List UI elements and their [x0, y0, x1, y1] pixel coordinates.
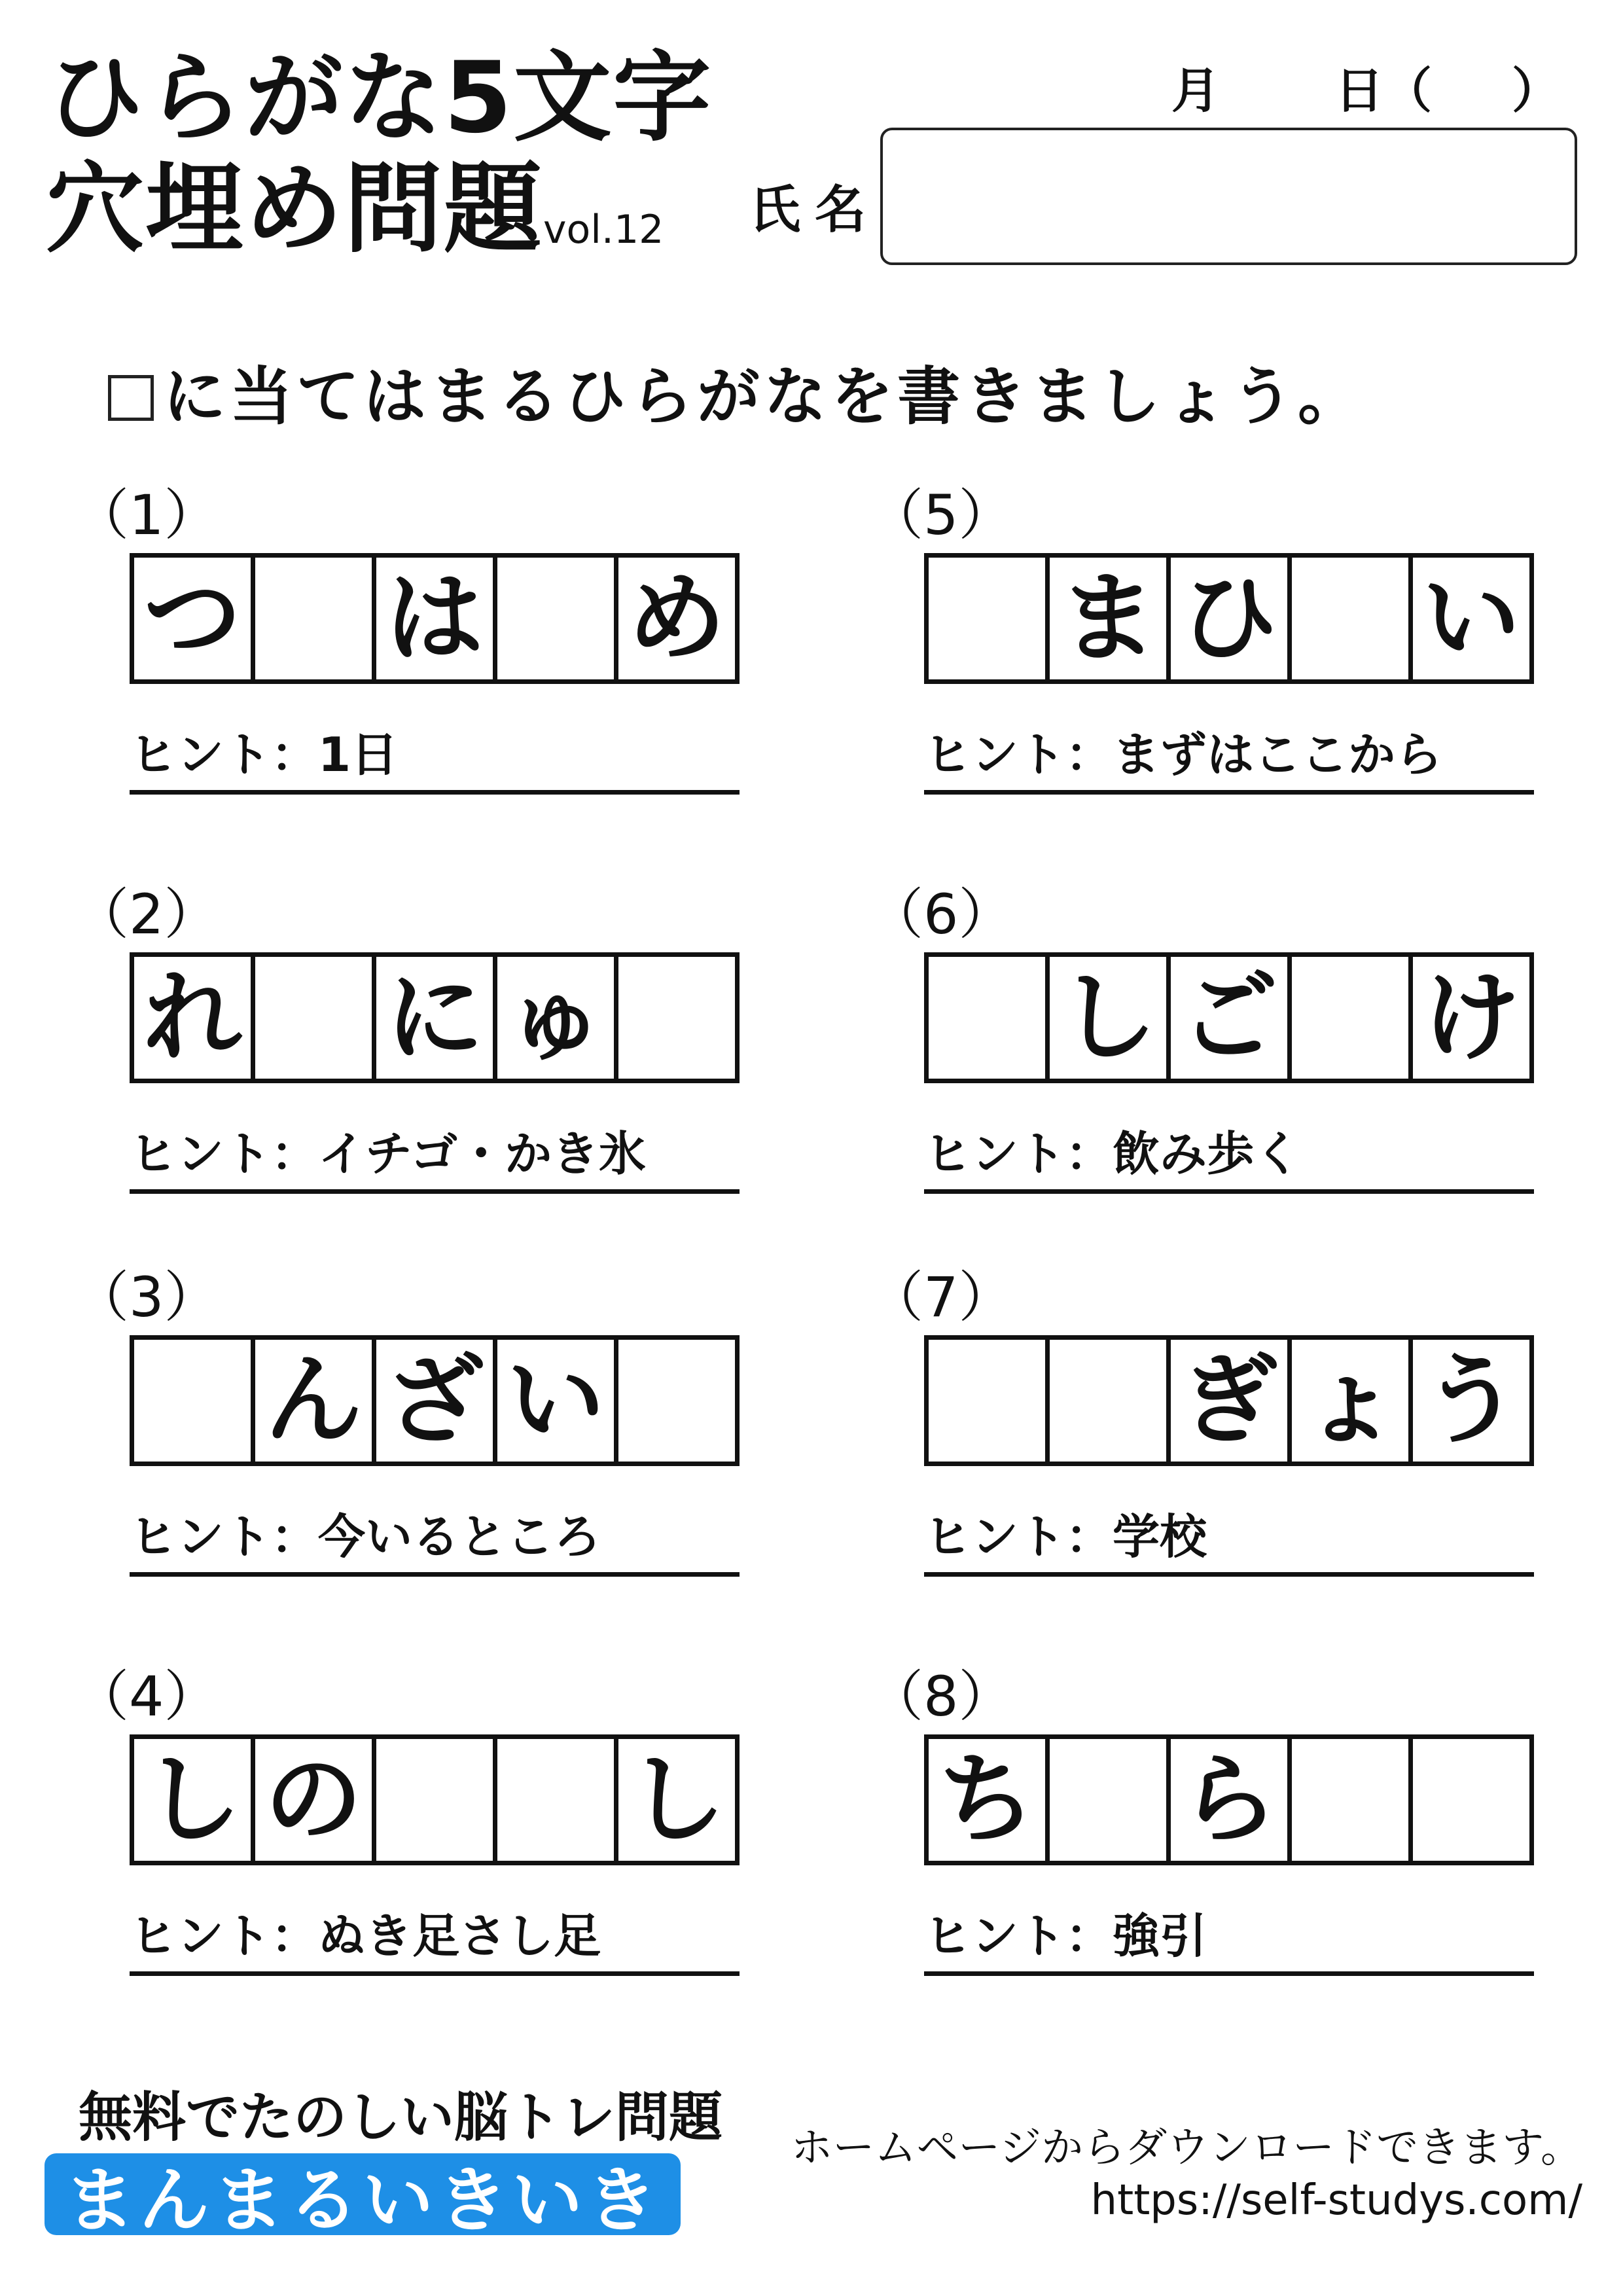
blank-answer-cell[interactable] [929, 1340, 1050, 1462]
answer-grid [130, 1335, 740, 1466]
given-letter-cell: ざ [376, 1340, 497, 1462]
given-letter-cell: れ [134, 957, 255, 1079]
given-letter-cell: ぎ [1171, 1340, 1292, 1462]
answer-grid [130, 553, 740, 684]
blank-answer-cell[interactable] [255, 957, 376, 1079]
download-note: ホームページからダウンロードできます。 [791, 2124, 1582, 2172]
given-letter-cell: う [1421, 1344, 1520, 1458]
hint-line: ヒント：ぬき足さし足 [130, 1898, 740, 1976]
answer-grid [130, 1734, 740, 1865]
page-title-text: 穴埋め問題 [46, 152, 544, 266]
date-month-label: 月 [1171, 63, 1220, 119]
answer-grid [924, 952, 1534, 1083]
answer-grid [924, 553, 1534, 684]
blank-square-icon [108, 375, 154, 421]
name-label: 氏名 [749, 181, 881, 240]
blank-answer-cell[interactable] [618, 957, 735, 1079]
hint-line: ヒント：飲み歩く [924, 1116, 1534, 1194]
footer-tagline: 無料でたのしい脳トレ問題 [79, 2087, 723, 2149]
given-letter-cell: ひ [1171, 558, 1292, 679]
hint-line: ヒント：イチゴ・かき氷 [130, 1116, 740, 1194]
page-title-line2 [46, 152, 664, 266]
given-letter-cell: め [627, 562, 726, 675]
answer-grid [924, 1335, 1534, 1466]
page-title-line1: ひらがな5文字 [46, 41, 713, 155]
given-letter-cell: に [376, 957, 497, 1079]
blank-answer-cell[interactable] [1292, 1739, 1413, 1861]
blank-answer-cell[interactable] [497, 1739, 618, 1861]
hint-line: ヒント：学校 [924, 1499, 1534, 1577]
hint-line: ヒント：まずはここから [924, 717, 1534, 795]
question-number: （3） [74, 1265, 219, 1329]
question-number: （6） [868, 882, 1014, 946]
hint-line: ヒント：強引 [924, 1898, 1534, 1976]
answer-grid [130, 952, 740, 1083]
date-weekday-close: ） [1512, 63, 1560, 119]
given-letter-cell: ん [255, 1340, 376, 1462]
blank-answer-cell[interactable] [1292, 558, 1413, 679]
blank-answer-cell[interactable] [929, 558, 1050, 679]
given-letter-cell: の [255, 1739, 376, 1861]
given-letter-cell: は [376, 558, 497, 679]
blank-answer-cell[interactable] [1413, 1739, 1529, 1861]
given-letter-cell: ょ [1292, 1340, 1413, 1462]
instruction-text: に当てはまるひらがなを書きましょう。 [163, 360, 1364, 433]
given-letter-cell: ご [1171, 957, 1292, 1079]
brand-logo: まんまるいきいき [45, 2153, 681, 2235]
question-number: （1） [74, 483, 219, 547]
hint-line: ヒント：1日 [130, 717, 740, 795]
question-number: （7） [868, 1265, 1014, 1329]
name-input-box[interactable] [880, 128, 1577, 265]
given-letter-cell: つ [134, 558, 255, 679]
question-number: （2） [74, 882, 219, 946]
given-letter-cell: ち [929, 1739, 1050, 1861]
given-letter-cell: し [627, 1743, 726, 1857]
blank-answer-cell[interactable] [929, 957, 1050, 1079]
blank-answer-cell[interactable] [1292, 957, 1413, 1079]
question-number: （5） [868, 483, 1014, 547]
hint-line: ヒント：今いるところ [130, 1499, 740, 1577]
blank-answer-cell[interactable] [376, 1739, 497, 1861]
given-letter-cell: し [134, 1739, 255, 1861]
given-letter-cell: ら [1171, 1739, 1292, 1861]
blank-answer-cell[interactable] [497, 558, 618, 679]
given-letter-cell: い [497, 1340, 618, 1462]
given-letter-cell: ま [1050, 558, 1171, 679]
date-day-label: 日（ [1335, 63, 1432, 119]
blank-answer-cell[interactable] [134, 1340, 255, 1462]
given-letter-cell: し [1050, 957, 1171, 1079]
given-letter-cell: け [1421, 961, 1520, 1075]
blank-answer-cell[interactable] [255, 558, 376, 679]
blank-answer-cell[interactable] [1050, 1739, 1171, 1861]
question-number: （4） [74, 1664, 219, 1729]
blank-answer-cell[interactable] [1050, 1340, 1171, 1462]
volume-label: vol.12 [543, 207, 664, 253]
answer-grid [924, 1734, 1534, 1865]
instruction [108, 347, 1364, 437]
blank-answer-cell[interactable] [618, 1340, 735, 1462]
given-letter-cell: い [1421, 562, 1520, 675]
site-url[interactable]: https://self-studys.com/ [1090, 2176, 1582, 2225]
given-letter-cell: ゅ [497, 957, 618, 1079]
question-number: （8） [868, 1664, 1014, 1729]
